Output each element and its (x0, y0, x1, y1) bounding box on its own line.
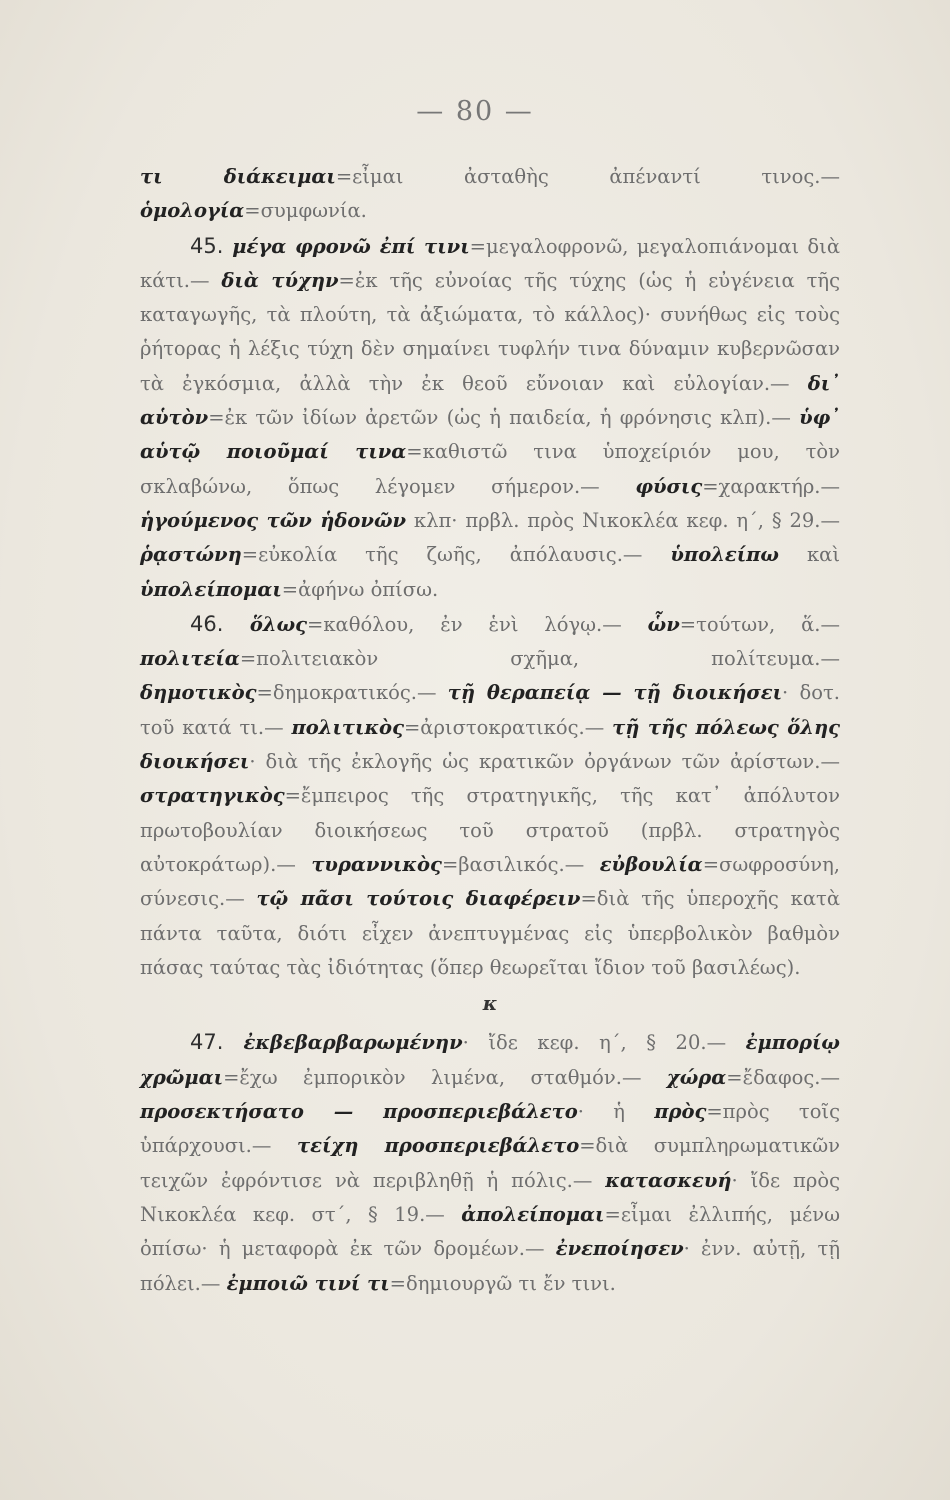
headword: τῷ πᾶσι τούτοις διαφέρειν (256, 887, 581, 911)
gloss-text: · ἡ (577, 1100, 655, 1124)
gloss-text: =τούτων, ἅ.— (679, 612, 840, 636)
gloss-text: =δημοκρατικός.— (256, 681, 448, 705)
page-number: — 80 — (416, 96, 534, 127)
headword: ὑφ᾽ αὑτῷ ποιοῦμαί τινα (140, 406, 840, 464)
headword: τῇ τῆς πόλεως ὅλης διοικήσει (140, 715, 840, 774)
headword: ὅλως (223, 612, 308, 636)
gloss-text: =ἔδαφος.— (726, 1065, 840, 1089)
gloss-text: =εὐκολία τῆς ζωῆς, ἀπόλαυσις.— (241, 543, 671, 567)
gloss-text: =ἐκ τῶν ἰδίων ἀρετῶν (ὡς ἡ παιδεία, ἡ φρόνησις κλπ).— (208, 406, 800, 430)
headword: εὐβουλία (599, 852, 703, 876)
headword: ὑπολείπομαι (140, 577, 282, 601)
paragraph-number: 46. (190, 611, 224, 636)
headword: ἡγούμενος τῶν ἡδονῶν (140, 508, 407, 532)
headword: ὧν (647, 612, 680, 636)
headword: φύσις (635, 474, 703, 498)
headword: χώρα (666, 1065, 727, 1089)
headword: κατασκευή (605, 1168, 732, 1192)
headword: τῇ θεραπείᾳ — τῇ διοικήσει (447, 681, 783, 705)
gloss-text: καὶ (779, 543, 840, 567)
gloss-text: =χαρακτήρ.— (702, 474, 840, 498)
headword: διὰ τύχην (221, 268, 339, 292)
headword: προσεκτήσατο — προσπεριεβάλετο (140, 1100, 578, 1124)
gloss-text: =συμφωνία. (244, 199, 367, 223)
paragraph-number: 47. (190, 1030, 224, 1055)
paragraph-47 (140, 1025, 840, 1300)
paragraph-46 (140, 607, 840, 985)
gloss-text: =εἶμαι ἀσταθὴς ἀπέναντί τινος.— (335, 165, 840, 188)
paragraph-45 (140, 229, 840, 607)
gloss-text: =ἀριστοκρατικός.— (403, 715, 613, 739)
gloss-text: · ἐνν. αὐτῇ, τῇ πόλει.— (140, 1237, 840, 1295)
gloss-text: =σωφροσύνη, σύνεσις.— (140, 852, 840, 911)
headword: ἐμπορίῳ χρῶμαι (140, 1031, 841, 1089)
gloss-text: =εἶμαι ἐλλιπής, μένω ὀπίσω· ἡ μεταφορὰ ἐκ τῶν δρομέων.— (140, 1202, 840, 1261)
gloss-text: =ἐκ τῆς εὐνοίας τῆς τύχης (ὡς ἡ εὐγένεια τῆς καταγωγῆς, τὰ πλούτη, τὰ ἀξιώματα, τὸ κάλλος)· συνήθως εἰς τοὺς ῥήτορας ἡ λέξις τύχη δὲν σημαίνει τυφλήν τινα δύναμιν κυβερνῶσαν τὰ ἐγκόσμια, ἀλλὰ τὴν ἐκ θεοῦ εὔνοιαν καὶ εὐλογίαν.— (140, 268, 840, 395)
headword: στρατηγικὸς (140, 784, 285, 808)
headword: δημοτικὸς (140, 681, 257, 705)
headword: ἐκβεβαρβαρωμένην (223, 1031, 463, 1055)
gloss-text: =διὰ συμπληρωματικῶν τειχῶν ἐφρόντισε νὰ περιβληθῇ ἡ πόλις.— (140, 1134, 840, 1192)
gloss-text: · διὰ τῆς ἐκλογῆς ὡς κρατικῶν ὀργάνων τῶν ἀρίστων.— (249, 750, 840, 774)
gloss-text: =πολιτειακὸν σχῆμα, πολίτευμα.— (239, 647, 840, 671)
commentary-text (140, 160, 840, 1301)
section-letter: κ (482, 992, 498, 1016)
headword: τείχη προσπεριεβάλετο (296, 1134, 580, 1158)
gloss-text: =ἔχω ἐμπορικὸν λιμένα, σταθμόν.— (223, 1065, 667, 1089)
headword: ἀπολείπομαι (461, 1202, 605, 1226)
gloss-text: · δοτ. τοῦ κατά τι.— (140, 681, 840, 739)
headword: ὁμολογία (140, 199, 245, 223)
gloss-text: =καθόλου, ἐν ἑνὶ λόγῳ.— (307, 612, 648, 636)
headword: πολιτικὸς (291, 715, 404, 739)
gloss-text: =ἔμπειρος τῆς στρατηγικῆς, τῆς κατ᾽ ἀπόλυτον πρωτοβουλίαν διοικήσεως τοῦ στρατοῦ (πρβλ. στρατηγὸς αὐτοκράτωρ).— (140, 784, 840, 876)
headword: ἐνεποίησεν (555, 1237, 684, 1261)
headword: ῥᾳστώνη (140, 543, 242, 567)
gloss-text: =καθιστῶ τινα ὑποχείριόν μου, τὸν σκλαβώνω, ὅπως λέγομεν σήμερον.— (140, 440, 841, 498)
gloss-text: =πρὸς τοῖς ὑπάρχουσι.— (140, 1100, 840, 1158)
headword: ὑπολείπω (670, 543, 780, 567)
headword: τι διάκειμαι (140, 165, 336, 188)
headword: πολιτεία (140, 647, 240, 671)
gloss-text: =ἀφήνω ὀπίσω. (281, 577, 439, 601)
headword: δι᾽ αὑτὸν (140, 371, 840, 430)
headword: πρὸς (654, 1100, 707, 1124)
headword: ἐμποιῶ τινί τι (226, 1271, 390, 1295)
gloss-text: κλπ· πρβλ. πρὸς Νικοκλέα κεφ. η΄, § 29.— (406, 508, 840, 532)
gloss-text: =μεγαλοφρονῶ, μεγαλοπιάνομαι διὰ κάτι.— (140, 234, 840, 292)
paragraph-number: 45. (190, 233, 224, 258)
gloss-text: =βασιλικός.— (441, 852, 600, 876)
paragraph-continuation (140, 160, 840, 229)
headword: τυραννικὸς (311, 852, 442, 876)
gloss-text: =δημιουργῶ τι ἔν τινι. (389, 1271, 616, 1295)
gloss-text: · ἴδε πρὸς Νικοκλέα κεφ. στ΄, § 19.— (140, 1168, 840, 1226)
headword: μέγα φρονῶ ἐπί τινι (223, 234, 470, 258)
gloss-text: =διὰ τῆς ὑπεροχῆς κατὰ πάντα ταῦτα, διότι εἶχεν ἀνεπτυγμένας εἰς ὑπερβολικὸν βαθμὸν πάσας ταύτας τὰς ἰδιότητας (ὅπερ θεωρεῖται ἴδιον τοῦ βασιλέως). (140, 887, 840, 979)
gloss-text: · ἴδε κεφ. η΄, § 20.— (462, 1031, 746, 1055)
